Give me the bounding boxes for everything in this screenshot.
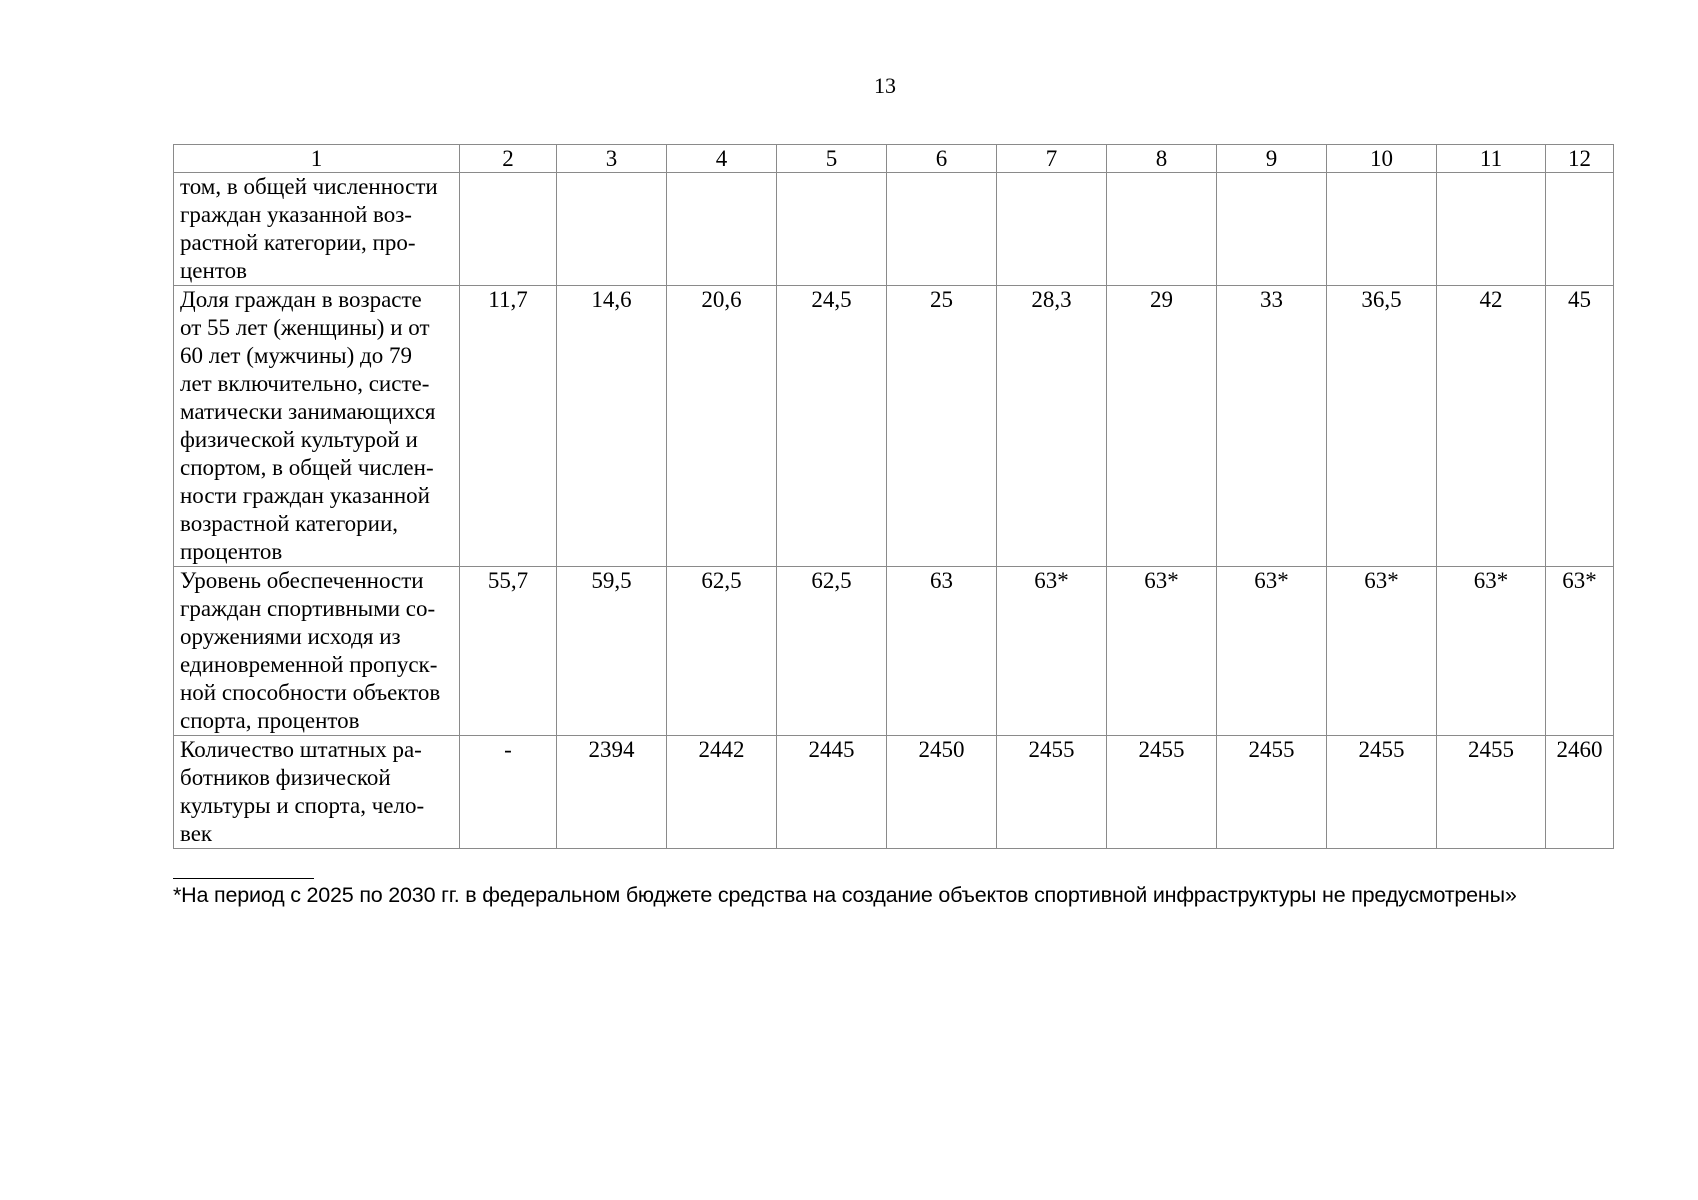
column-header: 11 (1437, 145, 1546, 173)
table-cell: 2455 (997, 736, 1107, 849)
table-cell: 11,7 (460, 286, 557, 567)
table-row (174, 173, 1614, 286)
table-cell: 28,3 (997, 286, 1107, 567)
table-cell (1327, 173, 1437, 286)
table-cell (887, 173, 997, 286)
footnote-separator (173, 878, 314, 879)
table-cell (1546, 173, 1614, 286)
column-header: 12 (1546, 145, 1614, 173)
table-cell: 2455 (1437, 736, 1546, 849)
column-header: 2 (460, 145, 557, 173)
footnote: *На период с 2025 по 2030 гг. в федеральном бюджете средства на создание объектов спортивной инфраструктуры не предусмотрены» (173, 883, 1517, 907)
table-row (174, 736, 1614, 849)
table-cell: 62,5 (777, 567, 887, 736)
table-cell (1437, 173, 1546, 286)
table-cell: 2442 (667, 736, 777, 849)
table-cell: 45 (1546, 286, 1614, 567)
table-cell (460, 173, 557, 286)
row-label: Доля граждан в возрасте от 55 лет (женщины) и от 60 лет (мужчины) до 79 лет включительно, систе- матически занимающихся физической культурой и спортом, в общей числен- ности граждан указанной возрастной категории, процентов (174, 286, 460, 567)
page-number: 13 (874, 73, 896, 98)
table-cell: 63* (997, 567, 1107, 736)
row-label: Количество штатных ра- ботников физической культуры и спорта, чело- век (174, 736, 460, 849)
column-header: 10 (1327, 145, 1437, 173)
table-cell: 63* (1327, 567, 1437, 736)
column-header: 6 (887, 145, 997, 173)
header-row (174, 145, 1614, 173)
column-header: 9 (1217, 145, 1327, 173)
table-row (174, 286, 1614, 567)
table-cell (1217, 173, 1327, 286)
table-cell: 20,6 (667, 286, 777, 567)
table-cell: 42 (1437, 286, 1546, 567)
table-cell: 2460 (1546, 736, 1614, 849)
column-header: 1 (174, 145, 460, 173)
table-cell: 29 (1107, 286, 1217, 567)
column-header: 5 (777, 145, 887, 173)
table-cell: 62,5 (667, 567, 777, 736)
table-cell: 63 (887, 567, 997, 736)
column-header: 3 (557, 145, 667, 173)
table-cell (997, 173, 1107, 286)
table-cell: 24,5 (777, 286, 887, 567)
table-cell: 36,5 (1327, 286, 1437, 567)
table-cell: 63* (1437, 567, 1546, 736)
table-cell: 2394 (557, 736, 667, 849)
table-cell: 2445 (777, 736, 887, 849)
table-cell: 2455 (1107, 736, 1217, 849)
table-cell (667, 173, 777, 286)
table-cell: 14,6 (557, 286, 667, 567)
table-cell: 59,5 (557, 567, 667, 736)
table-cell: 2450 (887, 736, 997, 849)
row-label: том, в общей численности граждан указанной воз- растной категории, про- центов (174, 173, 460, 286)
column-header: 8 (1107, 145, 1217, 173)
row-label: Уровень обеспеченности граждан спортивными со- оружениями исходя из единовременной пропуск- ной способности объектов спорта, процентов (174, 567, 460, 736)
table-cell (1107, 173, 1217, 286)
column-header: 7 (997, 145, 1107, 173)
table-cell: 2455 (1327, 736, 1437, 849)
table-cell (557, 173, 667, 286)
table-cell: 63* (1107, 567, 1217, 736)
table-row (174, 567, 1614, 736)
table-cell: 55,7 (460, 567, 557, 736)
column-header: 4 (667, 145, 777, 173)
table-cell: - (460, 736, 557, 849)
indicators-table (173, 144, 1614, 849)
table-cell: 25 (887, 286, 997, 567)
table-cell: 33 (1217, 286, 1327, 567)
table-cell: 63* (1217, 567, 1327, 736)
table-cell: 63* (1546, 567, 1614, 736)
table-cell (777, 173, 887, 286)
table-cell: 2455 (1217, 736, 1327, 849)
